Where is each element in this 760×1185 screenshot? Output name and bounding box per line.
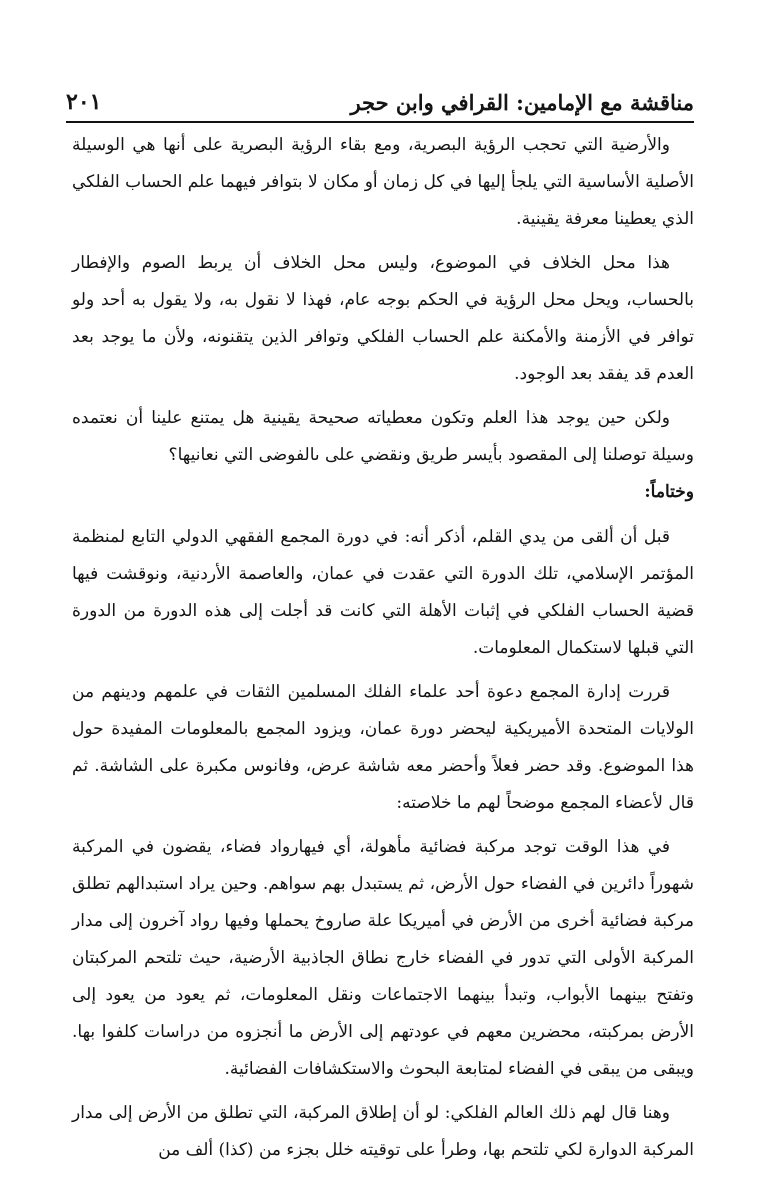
page-body bbox=[72, 127, 694, 1176]
closing-heading: وختاماً: bbox=[644, 482, 694, 502]
paragraph-5: قررت إدارة المجمع دعوة أحد علماء الفلك المسلمين الثقات في علمهم ودينهم من الولايات المتحدة الأميريكية ليحضر دورة عمان، ويزود المجمع بالمعلومات المفيدة حول هذا الموضوع. وقد حضر فعلاً وأحضر معه شاشة عرض، وفانوس مكبرة على الشاشة. ثم قال لأعضاء المجمع موضحاً لهم ما خلاصته: bbox=[72, 682, 694, 813]
paragraph-2: هذا محل الخلاف في الموضوع، وليس محل الخلاف أن يربط الصوم والإفطار بالحساب، ويحل محل الرؤية في الحكم بوجه عام، فهذا لا نقول به، ولا يقول به أحد ولو توافر في الأزمنة والأمكنة علم الحساب الفلكي وتوافر الذين يتقنونه، ولأن ما يوجد بعد العدم قد يفقد بعد الوجود. bbox=[72, 253, 694, 384]
paragraph-7: وهنا قال لهم ذلك العالم الفلكي: لو أن إطلاق المركبة، التي تطلق من الأرض إلى مدار المركبة الدوارة لكي تلتحم بها، وطرأ على توقيته خلل بجزء من (كذا) ألف من bbox=[72, 1103, 694, 1160]
page-header bbox=[66, 82, 694, 122]
running-title: مناقشة مع الإمامين: القرافي وابن حجر bbox=[350, 89, 694, 115]
paragraph-4: قبل أن ألقى من يدي القلم، أذكر أنه: في دورة المجمع الفقهي الدولي التابع لمنظمة المؤتمر الإسلامي، تلك الدورة التي عقدت في عمان، والعاصمة الأردنية، ونوقشت فيها قضية الحساب الفلكي في إثبات الأهلة التي كانت قد أجلت إلى هذه الدورة من الدورة التي قبلها لاستكمال المعلومات. bbox=[72, 527, 694, 658]
header-rule bbox=[66, 121, 694, 123]
paragraph-1: والأرضية التي تحجب الرؤية البصرية، ومع بقاء الرؤية البصرية على أنها هي الوسيلة الأصلية الأساسية التي يلجأ إليها في كل زمان أو مكان لا بتوافر فيهما علم الحساب الفلكي الذي يعطينا معرفة يقينية. bbox=[72, 135, 694, 229]
paragraph-6: في هذا الوقت توجد مركبة فضائية مأهولة، أي فيهارواد فضاء، يقضون في المركبة شهوراً دائرين في الفضاء حول الأرض، ثم يستبدل بهم سواهم. وحين يراد استبدالهم تطلق مركبة فضائية أخرى من الأرض في أميريكا علة صاروخ يحملها وفيها رواد آخرون إلى مدار المركبة الأولى التي تدور في الفضاء خارج نطاق الجاذبية الأرضية، حيث تلتحم المركبتان وتفتح بينهما الأبواب، وتبدأ بينهما الاجتماعات ونقل المعلومات، ثم يعود من يعود إلى الأرض بمركبته، محضرين معهم في عودتهم إلى الأرض ما أنجزوه من دراسات كلفوا بها. ويبقى من يبقى في الفضاء لمتابعة البحوث والاستكشافات الفضائية. bbox=[72, 837, 694, 1079]
paragraph-3: ولكن حين يوجد هذا العلم وتكون معطياته صحيحة يقينية هل يمتنع علينا أن نعتمده وسيلة توصلنا إلى المقصود بأيسر طريق ونقضي على ىالفوضى التي نعانيها؟ bbox=[72, 408, 694, 465]
page-number: ٢٠١ bbox=[66, 89, 102, 115]
